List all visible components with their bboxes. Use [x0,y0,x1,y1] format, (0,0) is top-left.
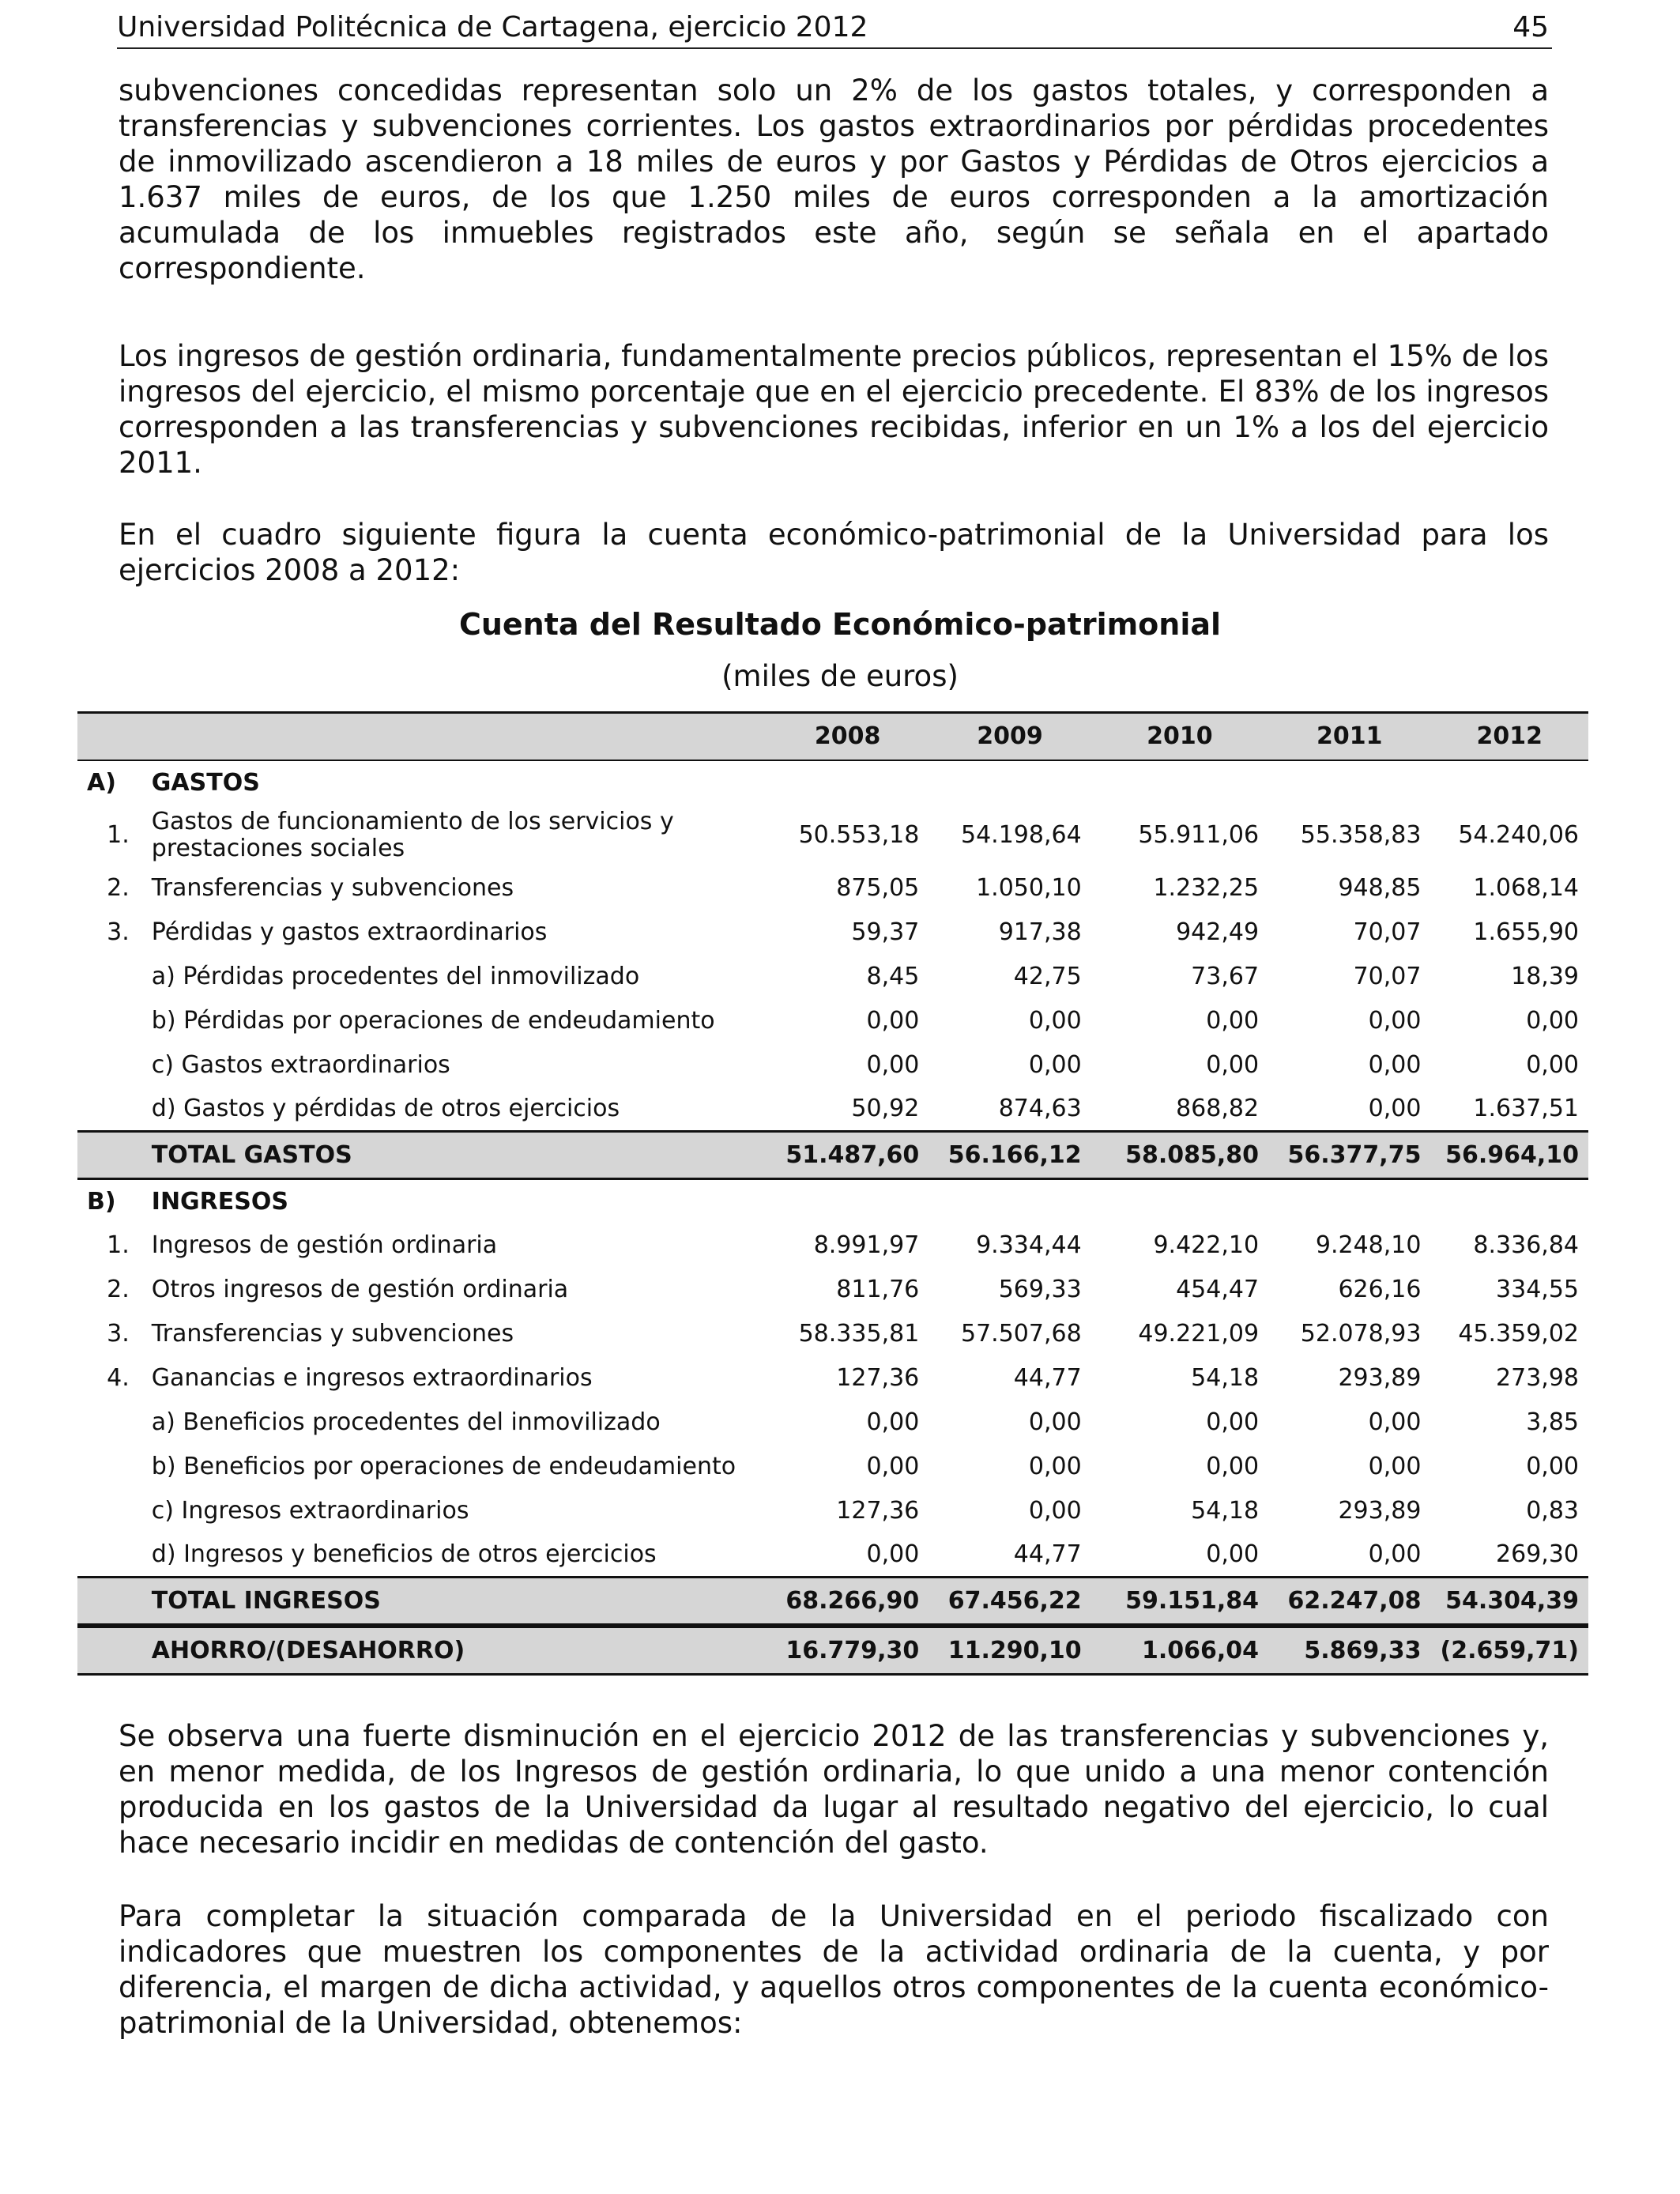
total-value: 54.304,39 [1445,1587,1579,1615]
row-value: 293,89 [1338,1364,1422,1392]
total-value: 58.085,80 [1125,1141,1260,1169]
total-value: 59.151,84 [1125,1587,1260,1615]
row-value: 0,00 [1028,1408,1082,1436]
row-index [77,1533,142,1578]
table-subrow [77,1445,1588,1489]
row-value: 269,30 [1496,1540,1579,1569]
ahorro-label: AHORRO/(DESAHORRO) [151,1637,465,1664]
section-label: INGRESOS [151,1187,288,1216]
row-value: 0,00 [1526,1051,1579,1079]
table-row [77,1223,1588,1268]
row-value: 1.655,90 [1473,918,1579,946]
table-subrow [77,1400,1588,1445]
row-value: 0,00 [1028,1051,1082,1079]
paragraph-1: subvenciones concedidas representan solo un 2% de los gastos totales, y corresponden a transferencias y subvenciones corrientes. Los gastos extraordinarios por pérdidas procedentes de inmovilizado ascendieron a 18 miles de euros y por Gastos y Pérdidas de Otros ejercicios a 1.637 miles de euros, de los que 1.250 miles de euros corresponden a la amortización acumulada de los inmuebles registrados este año, según se señala en el apartado correspondiente. [119,74,1549,285]
row-index [77,1088,142,1132]
total-value: 68.266,90 [785,1587,920,1615]
row-value: 875,05 [836,874,920,902]
row-index: 2. [107,874,130,902]
header-title: Universidad Politécnica de Cartagena, ejercicio 2012 [117,11,868,43]
paragraph-4: Se observa una fuerte disminución en el ejercicio 2012 de las transferencias y subvenciones y, en menor medida, de los Ingresos de gestión ordinaria, lo que unido a una menor contención producida en los gastos de la Universidad da lugar al resultado negativo del ejercicio, lo cual hace necesario incidir en medidas de contención del gasto. [119,1719,1549,1860]
row-value: 58.335,81 [798,1320,920,1348]
total-value: 67.456,22 [947,1587,1082,1615]
row-value: 127,36 [836,1364,920,1392]
row-index [77,1445,142,1489]
row-value: 0,00 [1028,1007,1082,1035]
paragraph-2: Los ingresos de gestión ordinaria, fundamentalmente precios públicos, representan el 15% de los ingresos del ejercicio, el mismo porcentaje que en el ejercicio precedente. El 83% de los ingresos corresponden a las transferencias y subvenciones recibidas, inferior en un 1% a los del ejercicio 2011. [119,339,1549,480]
row-value: 0,00 [866,1540,920,1569]
page-number: 45 [1512,11,1549,43]
row-value: 54,18 [1191,1497,1260,1525]
table-row [77,805,1588,866]
ahorro-row [77,1627,1588,1675]
row-index: 1. [107,1231,130,1259]
year-header: 2010 [1147,722,1213,751]
row-value: 0,00 [1368,1408,1422,1436]
row-label: c) Gastos extraordinarios [151,1051,450,1079]
header-blank [142,713,767,760]
row-index [77,1400,142,1445]
row-value: 0,00 [1206,1408,1260,1436]
row-label: Ganancias e ingresos extraordinarios [151,1363,593,1392]
table-row [77,1268,1588,1312]
financial-table [77,711,1588,1676]
row-value: 54.198,64 [960,821,1082,849]
row-label: c) Ingresos extraordinarios [151,1497,469,1525]
row-value: 874,63 [998,1095,1082,1123]
row-index: 4. [107,1364,130,1392]
table-subrow [77,1533,1588,1578]
year-header: 2011 [1317,722,1383,751]
row-value: 59,37 [851,918,920,946]
table-subrow [77,999,1588,1043]
table-subrow [77,1043,1588,1088]
total-value: 51.487,60 [785,1141,920,1169]
row-label: a) Beneficios procedentes del inmovilizado [151,1408,661,1436]
row-value: 0,00 [1206,1051,1260,1079]
row-value: 44,77 [1013,1364,1082,1392]
row-value: 8,45 [866,963,920,990]
table-row [77,1312,1588,1356]
row-value: 42,75 [1013,963,1082,990]
row-value: 569,33 [998,1276,1082,1303]
row-value: 55.358,83 [1300,821,1422,849]
row-index: 3. [107,1320,130,1348]
row-label: d) Ingresos y beneficios de otros ejercicios [151,1540,657,1569]
table-subrow [77,955,1588,999]
row-value: 49.221,09 [1138,1320,1260,1348]
row-label: d) Gastos y pérdidas de otros ejercicios [151,1095,620,1123]
row-label: Transferencias y subvenciones [151,1319,514,1348]
row-label: b) Pérdidas por operaciones de endeudamiento [151,1007,715,1035]
row-value: 0,00 [866,1408,920,1436]
row-value: 9.334,44 [976,1231,1082,1259]
table-subtitle: (miles de euros) [721,659,959,693]
row-index [77,1489,142,1533]
ahorro-value: 11.290,10 [947,1637,1082,1664]
total-gastos-row [77,1132,1588,1179]
row-value: 626,16 [1338,1276,1422,1303]
row-value: 70,07 [1353,963,1422,990]
section-row-gastos [77,760,1588,805]
row-value: 0,00 [1028,1453,1082,1480]
row-label: Ingresos de gestión ordinaria [151,1231,498,1259]
row-index: 1. [107,821,130,849]
row-label: Transferencias y subvenciones [151,873,514,902]
row-value: 44,77 [1013,1540,1082,1569]
row-value: 0,00 [866,1051,920,1079]
page-header [117,11,1552,49]
row-value: 0,83 [1526,1497,1579,1525]
row-value: 454,47 [1176,1276,1260,1303]
row-value: 0,00 [866,1007,920,1035]
row-value: 293,89 [1338,1497,1422,1525]
section-letter: B) [87,1187,116,1216]
row-value: 54.240,06 [1458,821,1579,849]
table-subrow [77,1088,1588,1132]
row-value: 334,55 [1496,1276,1579,1303]
row-value: 1.068,14 [1473,874,1579,902]
total-label: TOTAL INGRESOS [151,1587,381,1615]
row-value: 0,00 [1368,1095,1422,1123]
row-value: 0,00 [1526,1007,1579,1035]
row-value: 1.050,10 [976,874,1082,902]
section-letter: A) [87,768,116,797]
row-value: 9.248,10 [1315,1231,1422,1259]
header-blank [77,713,142,760]
row-value: 3,85 [1526,1408,1579,1436]
row-index: 3. [107,918,130,946]
table-header-row [77,713,1588,760]
row-value: 0,00 [1028,1497,1082,1525]
ahorro-value: (2.659,71) [1440,1637,1579,1664]
row-value: 18,39 [1511,963,1579,990]
year-header: 2009 [977,722,1043,751]
row-value: 1.232,25 [1153,874,1260,902]
row-value: 811,76 [836,1276,920,1303]
row-index: 2. [107,1276,130,1303]
row-value: 70,07 [1353,918,1422,946]
year-header: 2008 [814,722,881,751]
total-value: 56.964,10 [1445,1141,1579,1169]
row-value: 57.507,68 [960,1320,1082,1348]
row-value: 52.078,93 [1300,1320,1422,1348]
row-value: 0,00 [1368,1007,1422,1035]
total-ingresos-row [77,1578,1588,1625]
row-value: 45.359,02 [1458,1320,1579,1348]
row-value: 0,00 [1368,1051,1422,1079]
total-value: 56.166,12 [947,1141,1082,1169]
ahorro-value: 16.779,30 [785,1637,920,1664]
ahorro-value: 5.869,33 [1304,1637,1422,1664]
total-label: TOTAL GASTOS [151,1141,352,1169]
table-row [77,910,1588,955]
row-value: 55.911,06 [1138,821,1260,849]
row-value: 50,92 [851,1095,920,1123]
table-title: Cuenta del Resultado Económico-patrimonial [458,607,1222,642]
row-value: 0,00 [1206,1453,1260,1480]
row-value: 127,36 [836,1497,920,1525]
paragraph-5: Para completar la situación comparada de la Universidad en el periodo fiscalizado con indicadores que muestren los componentes de la actividad ordinaria de la cuenta, y por diferencia, el margen de dicha actividad, y aquellos otros componentes de la cuenta económico-patrimonial de la Universidad, obtenemos: [119,1899,1549,2040]
row-value: 0,00 [1526,1453,1579,1480]
row-value: 868,82 [1176,1095,1260,1123]
row-label: Gastos de funcionamiento de los servicios y prestaciones sociales [151,807,674,862]
row-value: 8.991,97 [813,1231,920,1259]
total-value: 62.247,08 [1287,1587,1422,1615]
row-index [77,955,142,999]
total-value: 56.377,75 [1287,1141,1422,1169]
row-index [77,999,142,1043]
table-row [77,1356,1588,1400]
row-label: Otros ingresos de gestión ordinaria [151,1275,569,1303]
row-value: 54,18 [1191,1364,1260,1392]
row-value: 0,00 [1206,1540,1260,1569]
table-row [77,866,1588,910]
table-subrow [77,1489,1588,1533]
row-label: b) Beneficios por operaciones de endeudamiento [151,1453,736,1480]
row-value: 942,49 [1176,918,1260,946]
row-value: 0,00 [1368,1540,1422,1569]
row-label: Pérdidas y gastos extraordinarios [151,918,548,946]
row-value: 0,00 [866,1453,920,1480]
row-value: 50.553,18 [798,821,920,849]
year-header: 2012 [1476,722,1543,751]
row-value: 1.637,51 [1473,1095,1579,1123]
row-value: 9.422,10 [1153,1231,1260,1259]
row-value: 917,38 [998,918,1082,946]
section-row-ingresos [77,1179,1588,1223]
row-value: 273,98 [1496,1364,1579,1392]
row-value: 0,00 [1368,1453,1422,1480]
row-value: 0,00 [1206,1007,1260,1035]
row-index [77,1043,142,1088]
section-label: GASTOS [151,768,260,797]
row-value: 948,85 [1338,874,1422,902]
ahorro-value: 1.066,04 [1142,1637,1260,1664]
row-value: 8.336,84 [1473,1231,1579,1259]
paragraph-3: En el cuadro siguiente figura la cuenta económico-patrimonial de la Universidad para los ejercicios 2008 a 2012: [119,518,1549,587]
row-value: 73,67 [1191,963,1260,990]
row-label: a) Pérdidas procedentes del inmovilizado [151,963,640,990]
